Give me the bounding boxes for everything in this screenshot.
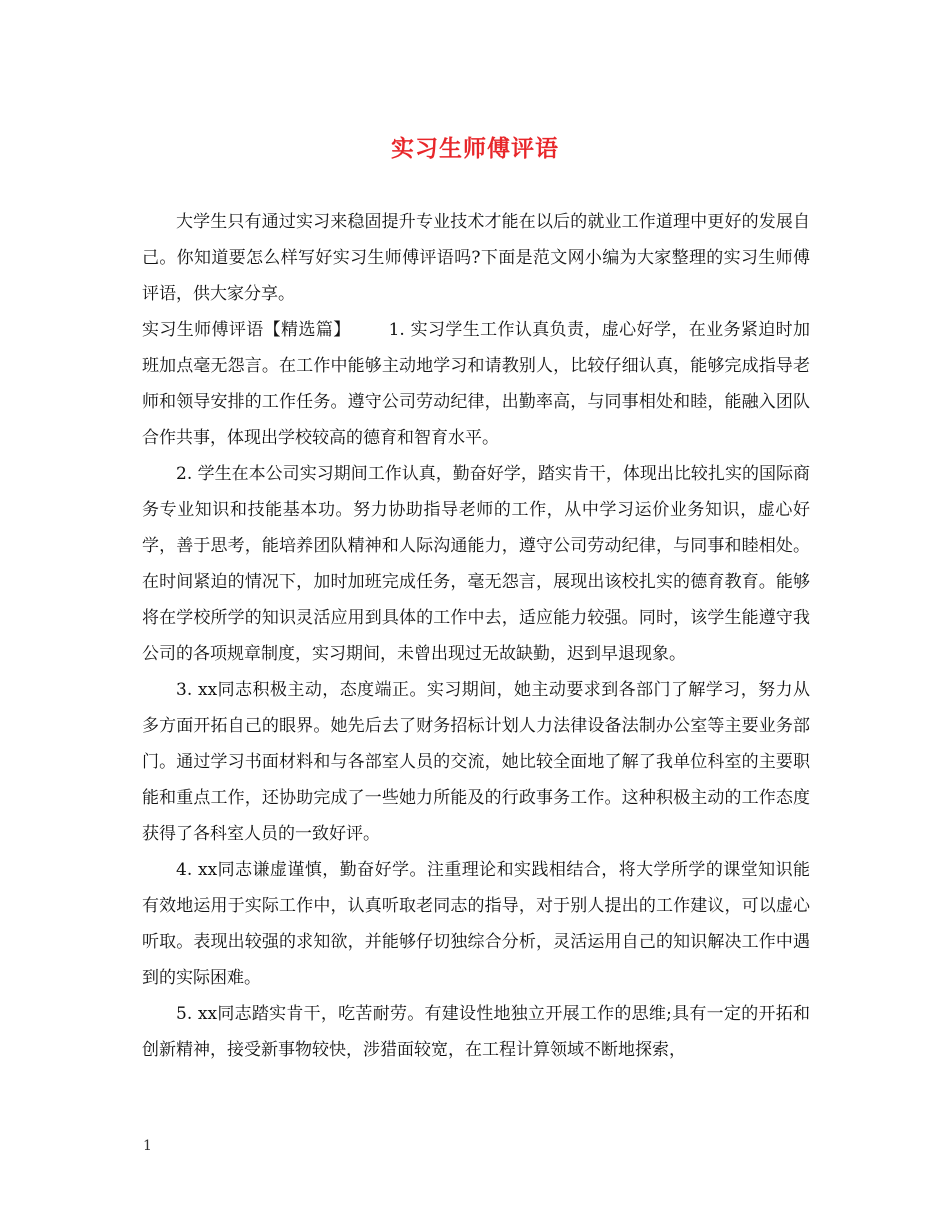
- section-paragraph-1: [142, 312, 810, 456]
- comment-item-4: 4. xx同志谦虚谨慎，勤奋好学。注重理论和实践相结合，将大学所学的课堂知识能有效地运用于实际工作中，认真听取老同志的指导，对于别人提出的工作建议，可以虚心听取。表现出较强的求知欲，并能够仔切独综合分析，灵活运用自己的知识解决工作中遇到的实际困难。: [142, 860, 810, 988]
- page-number: 1: [143, 1138, 152, 1154]
- section-heading: 实习生师傅评语【精选篇】: [142, 320, 351, 340]
- document-title: 实习生师傅评语: [391, 135, 559, 162]
- comment-item-2: 2. 学生在本公司实习期间工作认真，勤奋好学，踏实肯干，体现出比较扎实的国际商务专业知识和技能基本功。努力协助指导老师的工作，从中学习运价业务知识，虚心好学，善于思考，能培养团队精神和人际沟通能力，遵守公司劳动纪律，与同事和睦相处。在时间紧迫的情况下，加时加班完成任务，毫无怨言，展现出该校扎实的德育教育。能够将在学校所学的知识灵活应用到具体的工作中去，适应能力较强。同时，该学生能遵守我公司的各项规章制度，实习期间，未曾出现过无故缺勤，迟到早退现象。: [142, 464, 810, 664]
- comment-item-5: 5. xx同志踏实肯干，吃苦耐劳。有建设性地独立开展工作的思维;具有一定的开拓和创新精神，接受新事物较快，涉猎面较宽，在工程计算领域不断地探索，: [142, 1004, 810, 1060]
- document-body: [142, 204, 810, 1068]
- intro-paragraph: 大学生只有通过实习来稳固提升专业技术才能在以后的就业工作道理中更好的发展自己。你知道要怎么样写好实习生师傅评语吗?下面是范文网小编为大家整理的实习生师傅评语，供大家分享。: [142, 212, 810, 304]
- comment-item-3: 3. xx同志积极主动，态度端正。实习期间，她主动要求到各部门了解学习，努力从多方面开拓自己的眼界。她先后去了财务招标计划人力法律设备法制办公室等主要业务部门。通过学习书面材料和与各部室人员的交流，她比较全面地了解了我单位科室的主要职能和重点工作，还协助完成了一些她力所能及的行政事务工作。这种积极主动的工作态度获得了各科室人员的一致好评。: [142, 680, 810, 844]
- comment-item-1: 1. 实习学生工作认真负责，虚心好学，在业务紧迫时加班加点毫无怨言。在工作中能够主动地学习和请教别人，比较仔细认真，能够完成指导老师和领导安排的工作任务。遵守公司劳动纪律，出勤率高，与同事相处和睦，能融入团队合作共事，体现出学校较高的德育和智育水平。: [142, 320, 811, 448]
